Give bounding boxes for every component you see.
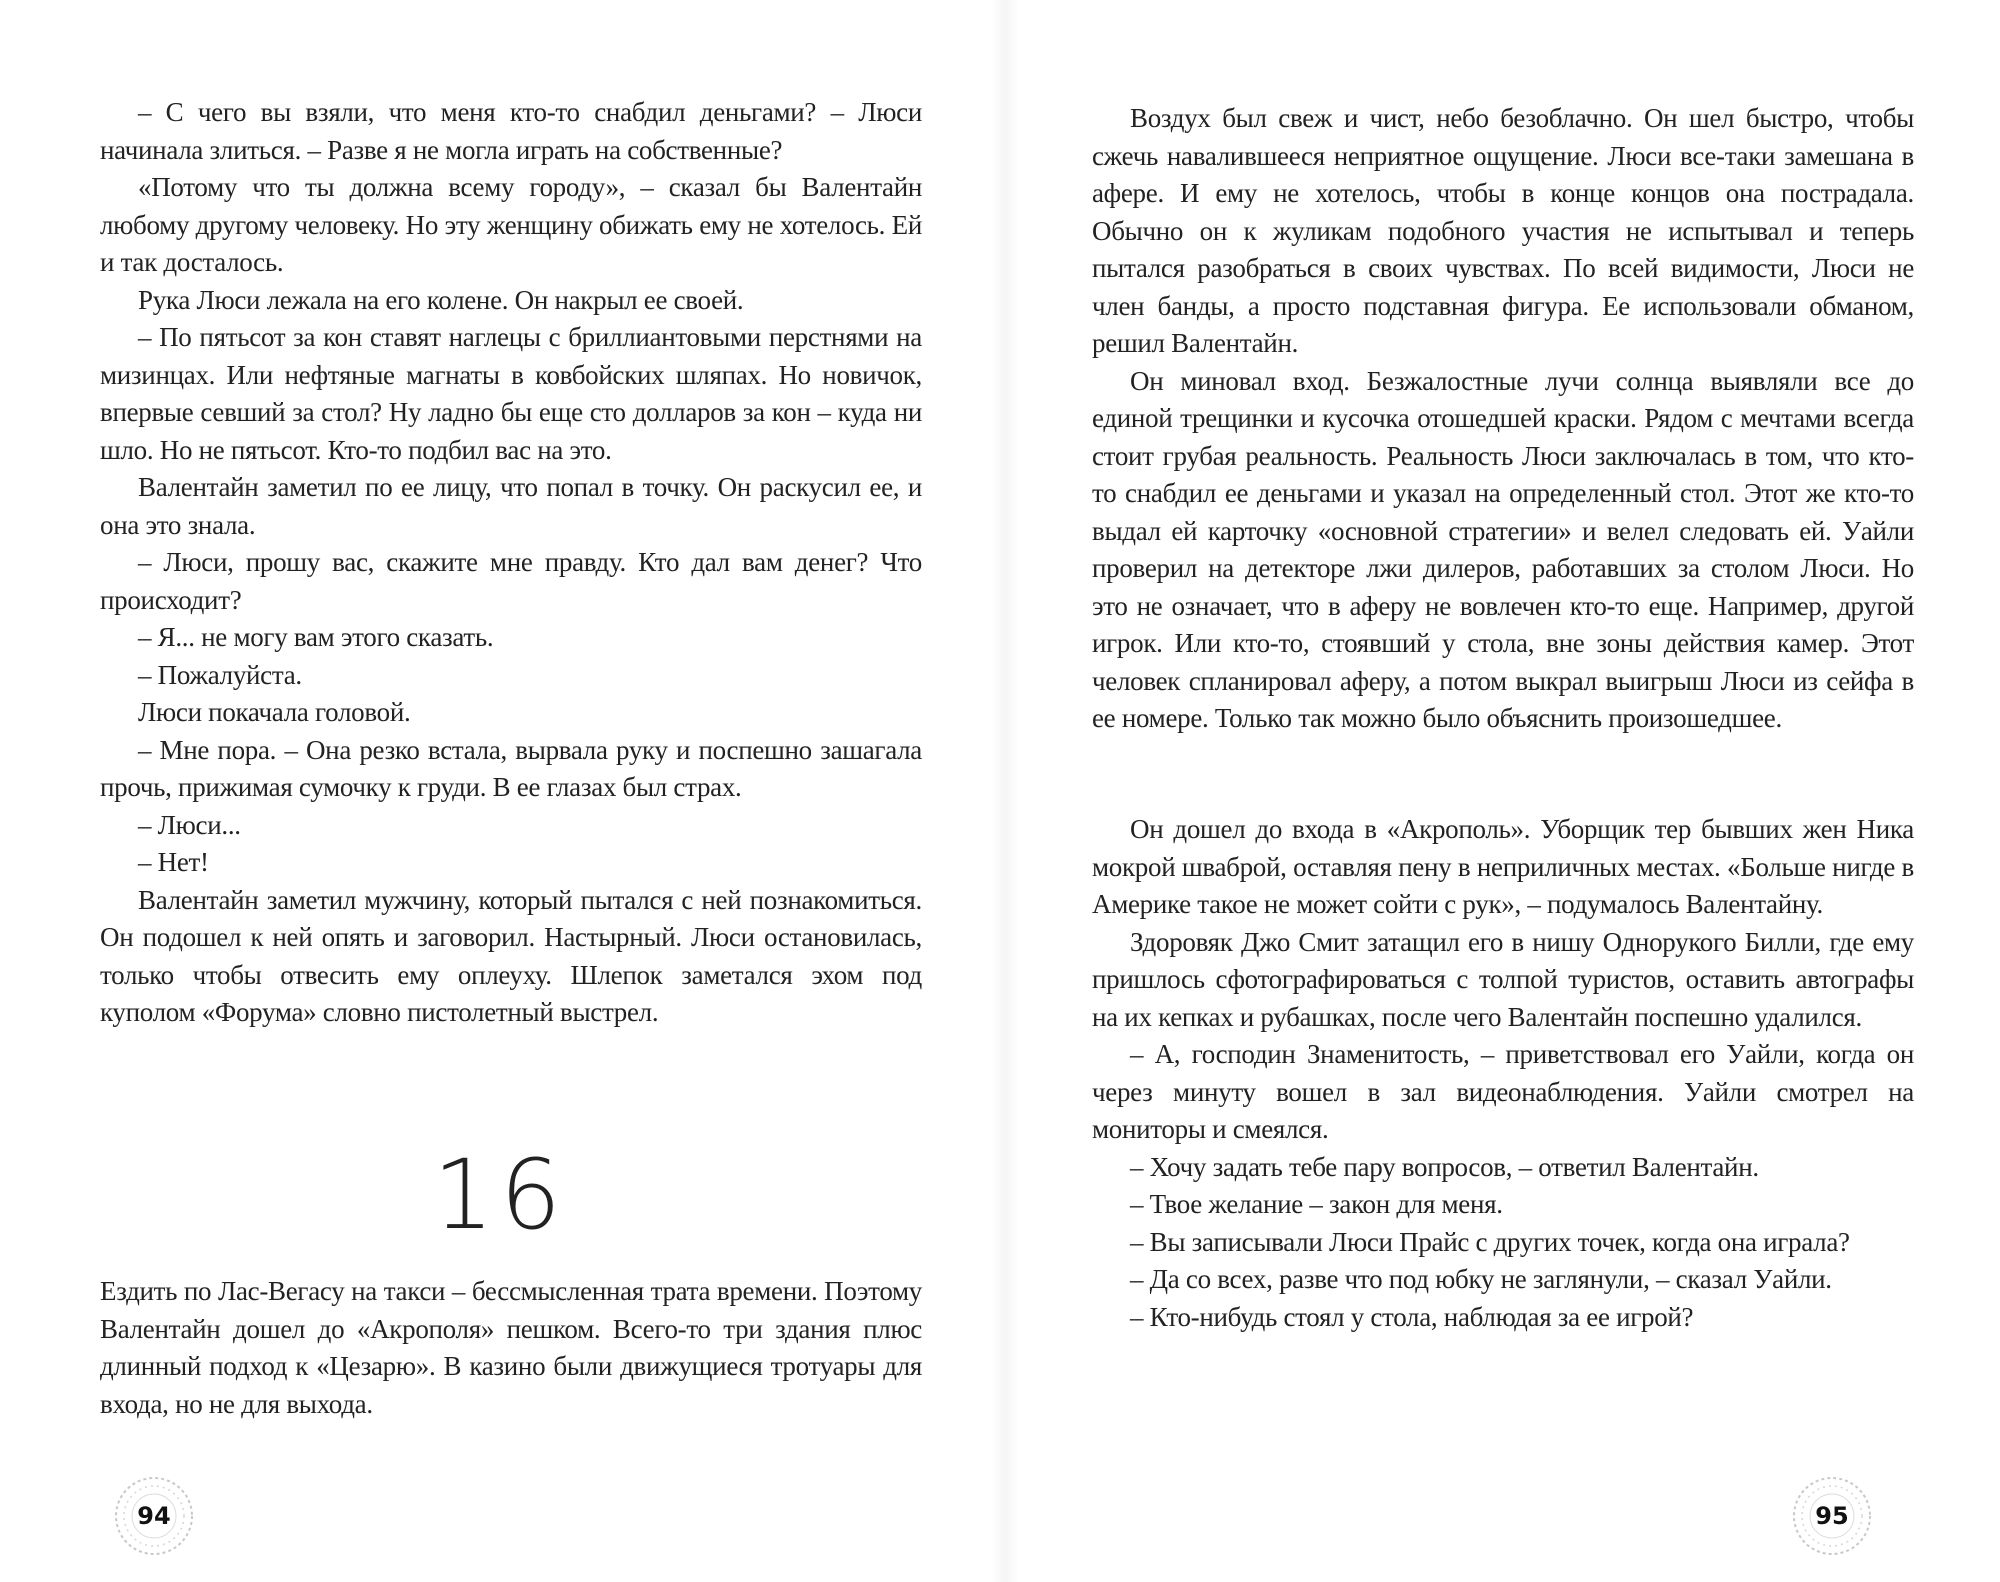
chapter-number: 16: [432, 1139, 568, 1251]
paragraph: – Да со всех, разве что под юбку не заглянули, – сказал Уайли.: [1130, 1264, 1832, 1294]
paragraph: – Твое желание – закон для меня.: [1130, 1189, 1503, 1219]
left-page-bottom-text: [100, 1273, 922, 1423]
paragraph: Он дошел до входа в «Акрополь». Уборщик тер бывших жен Ника мокрой шваброй, оставляя пену в неприличных местах. «Больше нигде в Америке такое не может сойти с рук», – подумалось Валентайну.: [1092, 814, 1914, 919]
right-page-top-text: [1092, 100, 1914, 738]
page-number-right: [1790, 1474, 1874, 1558]
page-number-left: [112, 1474, 196, 1558]
paragraph: – Пожалуйста.: [138, 659, 302, 690]
paragraph: Здоровяк Джо Смит затащил его в нишу Однорукого Билли, где ему пришлось сфотографироваться с толпой туристов, оставить автографы на их кепках и рубашках, после чего Валентайн поспешно удалился.: [1092, 926, 1914, 1032]
page-number-label: 95: [1815, 1502, 1849, 1530]
paragraph: – По пятьсот за кон ставят наглецы с бриллиантовыми перстнями на мизинцах. Или нефтяные магнаты в ковбойских шляпах. Но новичок, впервые севший за стол? Ну ладно бы еще сто долларов за кон – куда ни шло. Но не пятьсот. Кто-то подбил вас на это.: [100, 322, 922, 465]
paragraph: – Вы записывали Люси Прайс с других точек, когда она играла?: [1130, 1226, 1850, 1257]
page-number-label: 94: [137, 1502, 171, 1530]
paragraph: «Потому что ты должна всему городу», – сказал бы Валентайн любому другому человеку. Но эту женщину обижать ему не хотелось. Ей и так досталось.: [100, 172, 922, 277]
paragraph: Воздух был свеж и чист, небо безоблачно. Он шел быстро, чтобы сжечь навалившееся неприятное ощущение. Люси все-таки замешана в афере. И ему не хотелось, чтобы в конце концов она пострадала. Обычно он к жуликам подобного участия не испытывал и теперь пытался разобраться в своих чувствах. По всей видимости, Люси не член банды, а просто подставная фигура. Ее использовали обманом, решил Валентайн.: [1092, 103, 1914, 358]
paragraph: – Я... не могу вам этого сказать.: [138, 622, 494, 652]
paragraph: – Нет!: [138, 847, 209, 877]
paragraph: Ездить по Лас-Вегасу на такси – бессмысленная трата времени. Поэтому Валентайн дошел до «Акрополя» пешком. Всего-то три здания плюс длинный подход к «Цезарю». В казино были движущиеся тротуары для входа, но не для выхода.: [100, 1276, 922, 1419]
left-page-top-text: [100, 94, 922, 1032]
right-page-bottom-text: [1092, 811, 1914, 1336]
paragraph: Валентайн заметил по ее лицу, что попал в точку. Он раскусил ее, и она это знала.: [100, 472, 922, 540]
paragraph: – Люси...: [138, 809, 241, 840]
paragraph: – Люси, прошу вас, скажите мне правду. Кто дал вам денег? Что происходит?: [100, 547, 922, 615]
paragraph: – А, господин Знаменитость, – приветствовал его Уайли, когда он через минуту вошел в зал видеонаблюдения. Уайли смотрел на мониторы и смеялся.: [1092, 1039, 1914, 1144]
right-page: [1000, 0, 2000, 1582]
paragraph: – Кто-нибудь стоял у стола, наблюдая за ее игрой?: [1130, 1301, 1694, 1332]
paragraph: Он миновал вход. Безжалостные лучи солнца выявляли все до единой трещинки и кусочка отошедшей краски. Рядом с мечтами всегда стоит грубая реальность. Реальность Люси заключалась в том, что кто-то снабдил ее деньгами и указал на определенный стол. Этот же кто-то выдал ей карточку «основной стратегии» и велел следовать ей. Уайли проверил на детекторе лжи дилеров, работавших за столом Люси. Но это не означает, что в аферу не вовлечен кто-то еще. Например, другой игрок. Или кто-то, стоявший у стола, вне зоны действия камер. Этот человек спланировал аферу, а потом выкрал выигрыш Люси из сейфа в ее номере. Только так можно было объяснить произошедшее.: [1092, 365, 1914, 733]
paragraph: Валентайн заметил мужчину, который пытался с ней познакомиться. Он подошел к ней опять и заговорил. Настырный. Люси остановилась, только чтобы отвесить ему оплеуху. Шлепок заметался эхом под куполом «Форума» словно пистолетный выстрел.: [100, 884, 922, 1027]
paragraph: Рука Люси лежала на его колене. Он накрыл ее своей.: [138, 284, 744, 315]
paragraph: Люси покачала головой.: [138, 697, 411, 727]
paragraph: – Хочу задать тебе пару вопросов, – ответил Валентайн.: [1130, 1151, 1759, 1182]
paragraph: – С чего вы взяли, что меня кто-то снабдил деньгами? – Люси начинала злиться. – Разве я не могла играть на собственные?: [100, 97, 922, 165]
paragraph: – Мне пора. – Она резко встала, вырвала руку и поспешно зашагала прочь, прижимая сумочку к груди. В ее глазах был страх.: [100, 734, 922, 802]
